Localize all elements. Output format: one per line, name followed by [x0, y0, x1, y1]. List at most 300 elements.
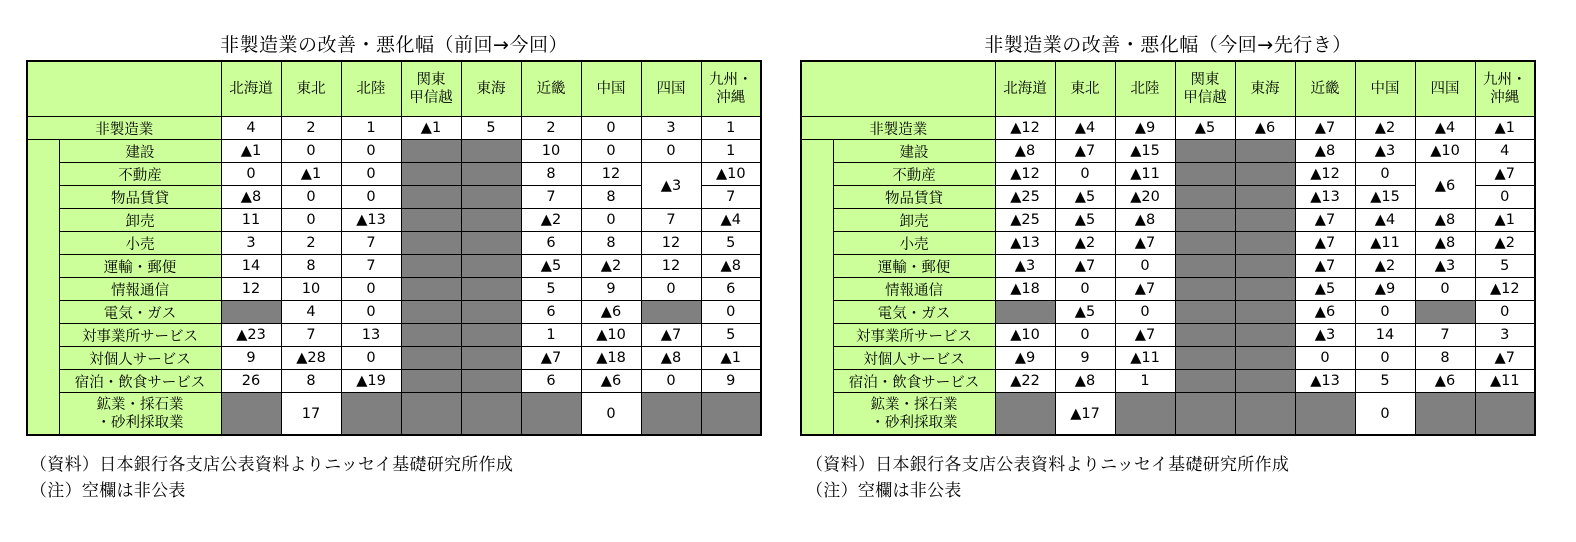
- header-row: [27, 61, 761, 117]
- table-cell: ▲4: [701, 209, 761, 232]
- table-cell: ▲8: [221, 186, 281, 209]
- table-cell: 0: [1295, 347, 1355, 370]
- table-row: [801, 255, 1535, 278]
- table-cell: ▲22: [995, 370, 1055, 393]
- blank-cell: [1235, 370, 1295, 393]
- table-cell: ▲3: [1355, 140, 1415, 163]
- region-header: 四国: [1415, 61, 1475, 117]
- blank-cell: [341, 393, 401, 436]
- blank-cell: [641, 393, 701, 436]
- blank-cell: [1175, 301, 1235, 324]
- blank-cell: [1235, 186, 1295, 209]
- table-cell: ▲1: [1475, 209, 1535, 232]
- table-cell: 9: [581, 278, 641, 301]
- table-cell: ▲12: [1295, 163, 1355, 186]
- region-header: 北海道: [221, 61, 281, 117]
- table-cell: ▲25: [995, 209, 1055, 232]
- row-label: 鉱業・採石業 ・砂利採取業: [59, 393, 221, 436]
- table-cell: 1: [521, 324, 581, 347]
- table-cell: ▲10: [701, 163, 761, 186]
- table-cell: 7: [701, 186, 761, 209]
- table-cell: 0: [341, 140, 401, 163]
- blank-cell: [995, 301, 1055, 324]
- table-cell: 0: [581, 140, 641, 163]
- header-corner: [801, 61, 995, 117]
- blank-cell: [1235, 324, 1295, 347]
- table-row: [801, 163, 1535, 186]
- row-label: 鉱業・採石業 ・砂利採取業: [833, 393, 995, 436]
- table-cell: 0: [701, 301, 761, 324]
- table-cell: 12: [221, 278, 281, 301]
- blank-cell: [1175, 163, 1235, 186]
- table-cell: ▲1: [1475, 117, 1535, 140]
- table-cell: ▲7: [1115, 324, 1175, 347]
- table-cell: ▲5: [1055, 186, 1115, 209]
- table-cell: ▲7: [1295, 209, 1355, 232]
- table-cell: 12: [641, 232, 701, 255]
- table-cell: ▲13: [1295, 370, 1355, 393]
- table-row: [801, 347, 1535, 370]
- table-cell: 5: [1355, 370, 1415, 393]
- blank-cell: [461, 140, 521, 163]
- blank-cell: [461, 186, 521, 209]
- table-cell: 7: [281, 324, 341, 347]
- table-cell: ▲3: [1295, 324, 1355, 347]
- table-cell: 12: [641, 255, 701, 278]
- blank-cell: [401, 163, 461, 186]
- region-header: 九州・ 沖縄: [1475, 61, 1535, 117]
- row-label: 物品賃貸: [833, 186, 995, 209]
- table-cell: 0: [281, 209, 341, 232]
- table-row: [27, 324, 761, 347]
- table-cell: 11: [221, 209, 281, 232]
- table-cell: ▲25: [995, 186, 1055, 209]
- table-cell: ▲15: [1115, 140, 1175, 163]
- table-cell: 8: [521, 163, 581, 186]
- table-cell: ▲9: [1115, 117, 1175, 140]
- table-cell: 0: [1415, 278, 1475, 301]
- blank-cell: [401, 140, 461, 163]
- table-row: [801, 324, 1535, 347]
- table-row: [801, 278, 1535, 301]
- table-cell: 3: [1475, 324, 1535, 347]
- table-cell: 0: [281, 140, 341, 163]
- table-cell: 17: [281, 393, 341, 436]
- table-cell: ▲18: [995, 278, 1055, 301]
- table-cell: 7: [341, 255, 401, 278]
- table-cell: ▲4: [1415, 117, 1475, 140]
- table-cell: ▲8: [1295, 140, 1355, 163]
- blank-cell: [521, 393, 581, 436]
- table-row: [27, 347, 761, 370]
- table-cell: 9: [1055, 347, 1115, 370]
- left-table-title: 非製造業の改善・悪化幅（前回→今回）: [220, 34, 568, 56]
- table-cell: ▲2: [521, 209, 581, 232]
- table-cell: 9: [221, 347, 281, 370]
- table-cell: 14: [1355, 324, 1415, 347]
- table-row: [27, 278, 761, 301]
- source-note: （資料）日本銀行各支店公表資料よりニッセイ基礎研究所作成: [30, 455, 514, 475]
- table-cell: 0: [641, 278, 701, 301]
- table-cell: 6: [521, 370, 581, 393]
- blank-cell: [1235, 278, 1295, 301]
- row-label: 対個人サービス: [59, 347, 221, 370]
- blank-cell: [1235, 393, 1295, 436]
- blank-cell: [461, 255, 521, 278]
- table-cell: ▲10: [581, 324, 641, 347]
- table-cell: ▲5: [1175, 117, 1235, 140]
- table-cell: 7: [521, 186, 581, 209]
- blank-cell: [1235, 347, 1295, 370]
- table-cell: ▲7: [1295, 232, 1355, 255]
- blank-cell: [1295, 393, 1355, 436]
- row-label: 情報通信: [59, 278, 221, 301]
- table-cell: ▲7: [1475, 347, 1535, 370]
- table-cell: 6: [521, 232, 581, 255]
- blank-cell: [1175, 209, 1235, 232]
- blank-cell: [401, 255, 461, 278]
- table-cell: ▲17: [1055, 393, 1115, 436]
- row-label: 不動産: [833, 163, 995, 186]
- region-header: 関東 甲信越: [401, 61, 461, 117]
- blank-cell: [461, 301, 521, 324]
- table-row: [801, 140, 1535, 163]
- table-cell: 3: [641, 117, 701, 140]
- table-cell: 6: [701, 278, 761, 301]
- region-header: 近畿: [1295, 61, 1355, 117]
- table-cell: 10: [521, 140, 581, 163]
- blank-cell: [995, 393, 1055, 436]
- row-label: 対個人サービス: [833, 347, 995, 370]
- table-cell: ▲9: [1355, 278, 1415, 301]
- blank-cell: [461, 370, 521, 393]
- right-notes: [806, 452, 1289, 504]
- table-cell: ▲6: [1235, 117, 1295, 140]
- blank-cell: [401, 301, 461, 324]
- table-cell: ▲10: [1415, 140, 1475, 163]
- table-cell: ▲4: [1055, 117, 1115, 140]
- row-label: 電気・ガス: [59, 301, 221, 324]
- indent-spacer: [27, 140, 59, 436]
- blank-cell: [1235, 163, 1295, 186]
- row-label: 建設: [833, 140, 995, 163]
- table-cell: ▲7: [521, 347, 581, 370]
- table-cell: ▲1: [221, 140, 281, 163]
- table-cell: 0: [641, 370, 701, 393]
- table-row: [27, 255, 761, 278]
- table-cell: ▲11: [1115, 347, 1175, 370]
- table-cell: ▲7: [1475, 163, 1535, 186]
- table-cell: ▲5: [1055, 301, 1115, 324]
- table-cell: 0: [341, 163, 401, 186]
- table-row: [27, 232, 761, 255]
- table-cell: 0: [1055, 163, 1115, 186]
- region-header: 近畿: [521, 61, 581, 117]
- blank-cell: [401, 370, 461, 393]
- right-table-panel: [800, 30, 1536, 436]
- row-label: 情報通信: [833, 278, 995, 301]
- table-cell: 5: [701, 324, 761, 347]
- row-label: 電気・ガス: [833, 301, 995, 324]
- table-cell: ▲8: [1055, 370, 1115, 393]
- table-cell: 13: [341, 324, 401, 347]
- table-row: [27, 163, 761, 186]
- region-header: 四国: [641, 61, 701, 117]
- blank-cell: [461, 209, 521, 232]
- table-row: [801, 232, 1535, 255]
- table-cell: 2: [281, 117, 341, 140]
- table-cell: 0: [1355, 393, 1415, 436]
- table-cell: ▲2: [1355, 117, 1415, 140]
- table-cell: ▲5: [1295, 278, 1355, 301]
- table-cell: ▲19: [341, 370, 401, 393]
- table-cell: ▲11: [1115, 163, 1175, 186]
- blank-cell: [461, 324, 521, 347]
- table-cell: ▲23: [221, 324, 281, 347]
- table-cell: ▲8: [641, 347, 701, 370]
- blank-cell: [401, 232, 461, 255]
- table-cell: 0: [1115, 301, 1175, 324]
- table-cell: 10: [281, 278, 341, 301]
- table-cell: ▲8: [1115, 209, 1175, 232]
- table-cell: ▲2: [1475, 232, 1535, 255]
- table-cell: 8: [581, 186, 641, 209]
- blank-cell: [461, 278, 521, 301]
- region-header: 中国: [1355, 61, 1415, 117]
- table-cell: 0: [1355, 347, 1415, 370]
- table-cell: ▲4: [1355, 209, 1415, 232]
- region-header: 北海道: [995, 61, 1055, 117]
- table-cell: 0: [281, 186, 341, 209]
- table-row: [27, 370, 761, 393]
- data-table: [800, 60, 1536, 436]
- table-cell: ▲6: [1295, 301, 1355, 324]
- table-cell: ▲7: [1055, 140, 1115, 163]
- blank-cell: [1235, 140, 1295, 163]
- region-header: 関東 甲信越: [1175, 61, 1235, 117]
- blank-cell: [1175, 324, 1235, 347]
- table-cell: ▲13: [341, 209, 401, 232]
- table-cell: ▲2: [1055, 232, 1115, 255]
- blank-cell: [1175, 278, 1235, 301]
- table-cell: 0: [1475, 186, 1535, 209]
- table-cell: ▲1: [401, 117, 461, 140]
- row-label: 対事業所サービス: [833, 324, 995, 347]
- blank-cell: [461, 347, 521, 370]
- table-cell: ▲6: [581, 370, 641, 393]
- blank-cell: [401, 347, 461, 370]
- left-table-panel: [26, 30, 762, 436]
- table-cell: 7: [341, 232, 401, 255]
- table-cell: ▲8: [1415, 209, 1475, 232]
- row-label: 不動産: [59, 163, 221, 186]
- table-row: [801, 370, 1535, 393]
- blank-cell: [1235, 232, 1295, 255]
- table-row: [27, 209, 761, 232]
- table-cell: ▲5: [521, 255, 581, 278]
- header-row: [801, 61, 1535, 117]
- table-cell: 5: [1475, 255, 1535, 278]
- table-row: [801, 117, 1535, 140]
- row-label: 非製造業: [27, 117, 221, 140]
- table-cell: ▲7: [641, 324, 701, 347]
- table-cell: 0: [341, 278, 401, 301]
- table-cell: 7: [1415, 324, 1475, 347]
- row-label: 建設: [59, 140, 221, 163]
- table-cell: 8: [281, 370, 341, 393]
- table-cell: 4: [221, 117, 281, 140]
- table-cell: 7: [641, 209, 701, 232]
- table-cell: ▲3: [995, 255, 1055, 278]
- blank-cell: [701, 393, 761, 436]
- table-cell: 0: [581, 209, 641, 232]
- table-cell: ▲11: [1475, 370, 1535, 393]
- row-label: 非製造業: [801, 117, 995, 140]
- table-cell: ▲7: [1115, 232, 1175, 255]
- table-cell: 0: [1055, 278, 1115, 301]
- table-cell: ▲8: [995, 140, 1055, 163]
- region-header: 中国: [581, 61, 641, 117]
- region-header: 北陸: [341, 61, 401, 117]
- table-cell: 0: [581, 117, 641, 140]
- table-cell: 4: [1475, 140, 1535, 163]
- blank-cell: [1175, 232, 1235, 255]
- blank-cell: [1235, 255, 1295, 278]
- table-cell: ▲15: [1355, 186, 1415, 209]
- table-cell: ▲11: [1355, 232, 1415, 255]
- row-label: 小売: [59, 232, 221, 255]
- row-label: 小売: [833, 232, 995, 255]
- table-cell: 1: [341, 117, 401, 140]
- row-label: 対事業所サービス: [59, 324, 221, 347]
- header-corner: [27, 61, 221, 117]
- table-cell: 8: [581, 232, 641, 255]
- table-cell: ▲6: [581, 301, 641, 324]
- table-cell: ▲5: [1055, 209, 1115, 232]
- table-cell: ▲12: [995, 163, 1055, 186]
- source-note: （資料）日本銀行各支店公表資料よりニッセイ基礎研究所作成: [806, 455, 1290, 475]
- table-row: [801, 301, 1535, 324]
- left-notes: [30, 452, 513, 504]
- region-header: 東海: [1235, 61, 1295, 117]
- table-cell: 6: [521, 301, 581, 324]
- table-cell: 0: [341, 186, 401, 209]
- table-cell: ▲9: [995, 347, 1055, 370]
- blank-cell: [401, 186, 461, 209]
- table-cell: 12: [581, 163, 641, 186]
- right-table-title: 非製造業の改善・悪化幅（今回→先行き）: [984, 34, 1352, 56]
- table-cell: 4: [281, 301, 341, 324]
- table-cell: ▲28: [281, 347, 341, 370]
- table-cell: 0: [1355, 301, 1415, 324]
- blank-cell: [461, 163, 521, 186]
- blank-cell: [1415, 393, 1475, 436]
- table-cell: 2: [521, 117, 581, 140]
- row-label: 物品賃貸: [59, 186, 221, 209]
- table-cell: ▲2: [581, 255, 641, 278]
- blank-cell: [1175, 393, 1235, 436]
- region-header: 北陸: [1115, 61, 1175, 117]
- blank-cell: [1175, 370, 1235, 393]
- table-cell: 2: [281, 232, 341, 255]
- table-cell: 0: [221, 163, 281, 186]
- table-cell: ▲12: [995, 117, 1055, 140]
- table-cell: ▲1: [701, 347, 761, 370]
- blank-cell: [221, 301, 281, 324]
- table-cell: ▲8: [701, 255, 761, 278]
- blank-cell: [1475, 393, 1535, 436]
- merged-cell: ▲3: [641, 163, 701, 209]
- table-cell: ▲7: [1295, 255, 1355, 278]
- row-label: 卸売: [833, 209, 995, 232]
- table-cell: 0: [341, 347, 401, 370]
- blank-cell: [221, 393, 281, 436]
- blank-note: （注）空欄は非公表: [806, 481, 962, 501]
- table-cell: 0: [1475, 301, 1535, 324]
- blank-note: （注）空欄は非公表: [30, 481, 186, 501]
- row-label: 卸売: [59, 209, 221, 232]
- table-cell: ▲20: [1115, 186, 1175, 209]
- data-table: [26, 60, 762, 436]
- table-cell: ▲13: [1295, 186, 1355, 209]
- blank-cell: [1175, 347, 1235, 370]
- region-header: 東北: [1055, 61, 1115, 117]
- table-cell: 5: [521, 278, 581, 301]
- blank-cell: [1235, 301, 1295, 324]
- table-row: [801, 209, 1535, 232]
- region-header: 九州・ 沖縄: [701, 61, 761, 117]
- table-row: [27, 301, 761, 324]
- table-cell: ▲18: [581, 347, 641, 370]
- blank-cell: [1175, 255, 1235, 278]
- blank-cell: [401, 209, 461, 232]
- table-cell: ▲13: [995, 232, 1055, 255]
- table-row: [801, 393, 1535, 436]
- table-cell: 1: [701, 117, 761, 140]
- table-cell: 9: [701, 370, 761, 393]
- blank-cell: [461, 232, 521, 255]
- table-cell: 5: [461, 117, 521, 140]
- row-label: 宿泊・飲食サービス: [833, 370, 995, 393]
- table-cell: 1: [1115, 370, 1175, 393]
- table-cell: 5: [701, 232, 761, 255]
- table-cell: 0: [1355, 163, 1415, 186]
- blank-cell: [401, 324, 461, 347]
- blank-cell: [1175, 140, 1235, 163]
- indent-spacer: [801, 140, 833, 436]
- table-cell: 8: [1415, 347, 1475, 370]
- table-cell: 0: [641, 140, 701, 163]
- table-row: [27, 140, 761, 163]
- blank-cell: [401, 278, 461, 301]
- blank-cell: [1115, 393, 1175, 436]
- table-cell: ▲1: [281, 163, 341, 186]
- table-cell: ▲12: [1475, 278, 1535, 301]
- table-cell: ▲6: [1415, 370, 1475, 393]
- merged-cell: ▲6: [1415, 163, 1475, 209]
- right-table-container: [800, 60, 1536, 436]
- blank-cell: [461, 393, 521, 436]
- blank-cell: [1235, 209, 1295, 232]
- region-header: 東北: [281, 61, 341, 117]
- table-cell: ▲8: [1415, 232, 1475, 255]
- table-cell: 0: [581, 393, 641, 436]
- table-row: [27, 393, 761, 436]
- table-cell: ▲7: [1055, 255, 1115, 278]
- table-cell: 0: [341, 301, 401, 324]
- row-label: 宿泊・飲食サービス: [59, 370, 221, 393]
- table-cell: 1: [701, 140, 761, 163]
